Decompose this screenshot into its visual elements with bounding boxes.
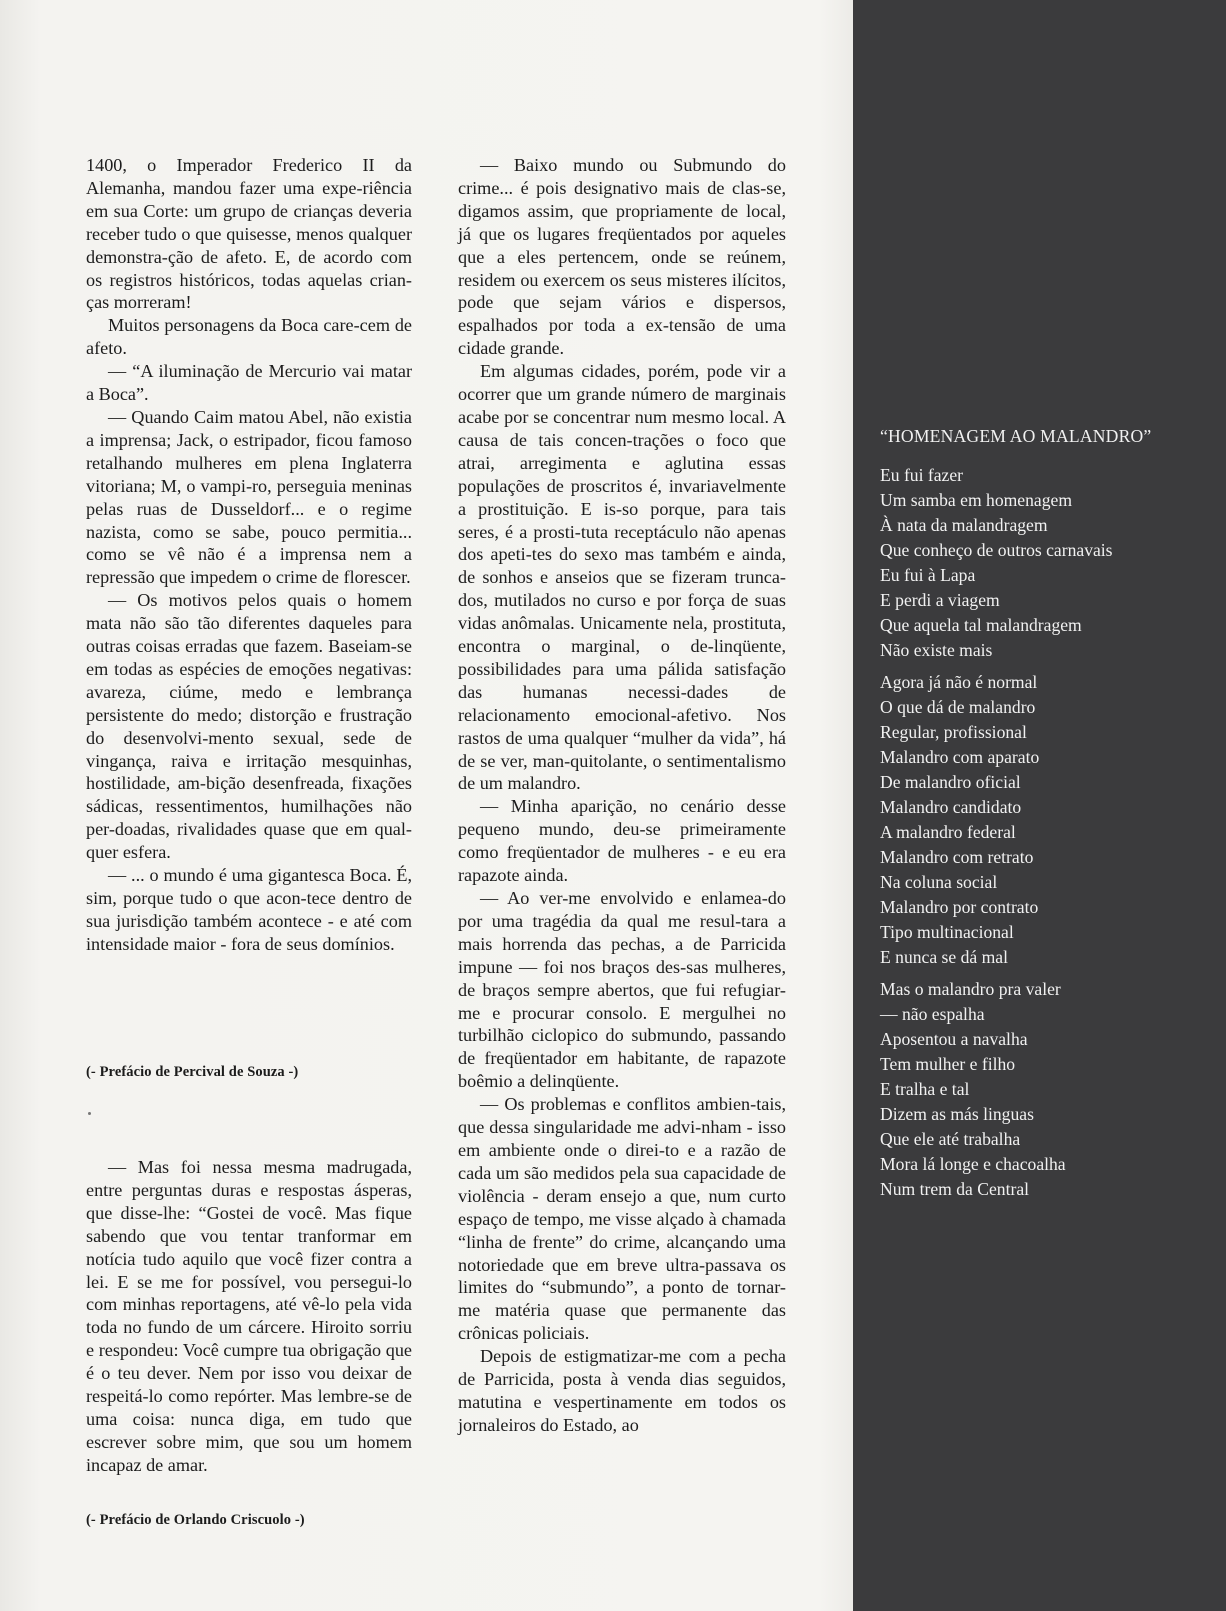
column-1-bottom xyxy=(86,1156,412,1477)
poem-line: Agora já não é normal xyxy=(880,672,1038,692)
poem-line: Malandro candidato xyxy=(880,797,1022,817)
print-speck xyxy=(88,1112,91,1115)
paragraph: — Mas foi nessa mesma madrugada, entre perguntas duras e respostas ásperas, que disse-lhe: “Gostei de você. Mas fique sabendo que vou tentar tranformar em notícia tudo aquilo que você fizer contra a lei. E se me for possível, vou persegui-lo com minhas reportagens, até vê-lo pela vida toda no fundo de um cárcere. Hiroito sorriu e respondeu: Você cumpre tua obrigação que é o teu dever. Nem por isso vou deixar de respeitá-lo como repórter. Mas lembre-se de uma coisa: nunca diga, em tudo que escrever sobre mim, que sou um homem incapaz de amar. xyxy=(86,1157,412,1475)
paragraph: — ... o mundo é uma gigantesca Boca. É, sim, porque tudo o que acon-tece dentro de sua jurisdição também acontece - e até com intensidade maior - fora de seus domínios. xyxy=(86,865,412,954)
paragraph: Muitos personagens da Boca care-cem de afeto. xyxy=(86,315,412,359)
poem-stanza xyxy=(880,977,1210,1202)
paragraph: — “A iluminação de Mercurio vai matar a Boca”. xyxy=(86,361,412,405)
poem-stanza xyxy=(880,463,1210,663)
poem-line: Que conheço de outros carnavais xyxy=(880,540,1113,560)
poem-line: Eu fui fazer xyxy=(880,465,964,485)
poem-line: O que dá de malandro xyxy=(880,697,1036,717)
preface-credit-criscuolo: (- Prefácio de Orlando Criscuolo -) xyxy=(86,1512,305,1528)
poem-line: Malandro com retrato xyxy=(880,847,1034,867)
poem-line: E tralha e tal xyxy=(880,1079,970,1099)
paragraph: — Ao ver-me envolvido e enlamea-do por uma tragédia da qual me resul-tara a mais horrenda das pechas, a de Parricida impune — foi nos braços des-sas mulheres, de braços sempre abertos, que fui refugiar-me e procurar consolo. E mergulhei no turbilhão ciclopico do submundo, passando de freqüentador em habitante, de rapazote boêmio a delinqüente. xyxy=(458,888,786,1092)
poem-line: A malandro federal xyxy=(880,822,1016,842)
poem-line: Tipo multinacional xyxy=(880,922,1014,942)
paragraph: — Os problemas e conflitos ambien-tais, que dessa singularidade me advi-nham - isso em ambiente onde o direi-to e a razão de cada um são medidos pela sua capacidade de violência - deram ensejo a que, num curto espaço de tempo, me visse alçado à chamada “linha de frente” do crime, alcançando uma notoriedade que em breve ultra-passava os limites do “submundo”, a ponto de tornar-me matéria quase que permanente das crônicas policiais. xyxy=(458,1094,786,1344)
poem-line: Regular, profissional xyxy=(880,722,1027,742)
poem-line: Dizem as más linguas xyxy=(880,1104,1034,1124)
poem-line: Um samba em homenagem xyxy=(880,490,1073,510)
paragraph: — Os motivos pelos quais o homem mata não são tão diferentes daqueles para outras coisas erradas que fazem. Baseiam-se em todas as espécies de emoções negativas: avareza, ciúme, medo e lembrança persistente do medo; distorção e frustração do desenvolvi-mento sexual, sede de vingança, raiva e irritação mesquinhas, hostilidade, am-bição desenfreada, fixações sádicas, ressentimentos, humilhações não per-doadas, rivalidades quase que em qual-quer esfera. xyxy=(86,590,412,863)
poem-line: Que ele até trabalha xyxy=(880,1129,1021,1149)
poem-line: Na coluna social xyxy=(880,872,998,892)
poem-title: “HOMENAGEM AO MALANDRO” xyxy=(880,426,1152,446)
paragraph: Em algumas cidades, porém, pode vir a ocorrer que um grande número de marginais acabe por se concentrar num mesmo local. A causa de tais concen-trações o foco que atrai, arregimenta e aglutina essas populações de proscritos é, invariavelmente a prostituição. E is-so porque, para tais seres, é a prosti-tuta receptáculo não apenas dos apeti-tes do sexo mas também e ainda, de sonhos e anseios que se fizeram trunca-dos, mutilados no curso e por força de suas vidas anômalas. Unicamente nela, prostituta, encontra o marginal, o de-linqüente, possibilidades para uma pálida satisfação das humanas necessi-dades de relacionamento emocional-afetivo. Nos rastos de uma qualquer “mulher da vida”, há de se ver, man-quitolante, o sentimentalismo de um malandro. xyxy=(458,361,786,794)
poem-line: À nata da malandragem xyxy=(880,515,1048,535)
poem-line: Malandro por contrato xyxy=(880,897,1039,917)
poem-line: Tem mulher e filho xyxy=(880,1054,1016,1074)
poem-line: Aposentou a navalha xyxy=(880,1029,1028,1049)
poem-line: Num trem da Central xyxy=(880,1179,1030,1199)
poem-line: Eu fui à Lapa xyxy=(880,565,976,585)
column-2 xyxy=(458,154,786,1437)
column-1-top xyxy=(86,154,412,956)
preface-credit-souza: (- Prefácio de Percival de Souza -) xyxy=(86,1064,299,1080)
poem-stanza xyxy=(880,670,1210,970)
poem-line: Malandro com aparato xyxy=(880,747,1040,767)
poem-line: E perdi a viagem xyxy=(880,590,1000,610)
poem-line: Que aquela tal malandragem xyxy=(880,615,1082,635)
poem-line: Mas o malandro pra valer xyxy=(880,979,1061,999)
paragraph: Depois de estigmatizar-me com a pecha de Parricida, posta à venda dias seguidos, matutina e vespertinamente em todos os jornaleiros do Estado, ao xyxy=(458,1346,786,1435)
poem-line: Mora lá longe e chacoalha xyxy=(880,1154,1066,1174)
poem-block xyxy=(880,424,1210,1209)
paragraph: — Baixo mundo ou Submundo do crime... é pois designativo mais de clas-se, digamos assim, que propriamente de local, já que os lugares freqüentados por aqueles que a eles pertencem, onde se reúnem, residem ou exercem os seus misteres ilícitos, pode que sejam vários e dispersos, espalhados por toda a ex-tensão de uma cidade grande. xyxy=(458,155,786,359)
poem-line: De malandro oficial xyxy=(880,772,1021,792)
paragraph: — Minha aparição, no cenário desse pequeno mundo, deu-se primeiramente como freqüentador de mulheres - e eu era rapazote ainda. xyxy=(458,796,786,886)
poem-line: E nunca se dá mal xyxy=(880,947,1008,967)
paragraph: — Quando Caim matou Abel, não existia a imprensa; Jack, o estripador, ficou famoso retalhando mulheres em plena Inglaterra vitoriana; M, o vampi-ro, perseguia meninas pelas ruas de Dusseldorf... e o regime nazista, como se sabe, pouco permitia... como se vê não é a imprensa nem a repressão que impedem o crime de florescer. xyxy=(86,406,412,588)
poem-line: — não espalha xyxy=(880,1004,985,1024)
poem-stanzas xyxy=(880,463,1210,1202)
poem-line: Não existe mais xyxy=(880,640,993,660)
paragraph: 1400, o Imperador Frederico II da Alemanha, mandou fazer uma expe-riência em sua Corte: um grupo de crianças deveria receber tudo o que quisesse, menos qualquer demonstra-ção de afeto. E, de acordo com os registros históricos, todas aquelas crian-ças morreram! xyxy=(86,155,412,313)
